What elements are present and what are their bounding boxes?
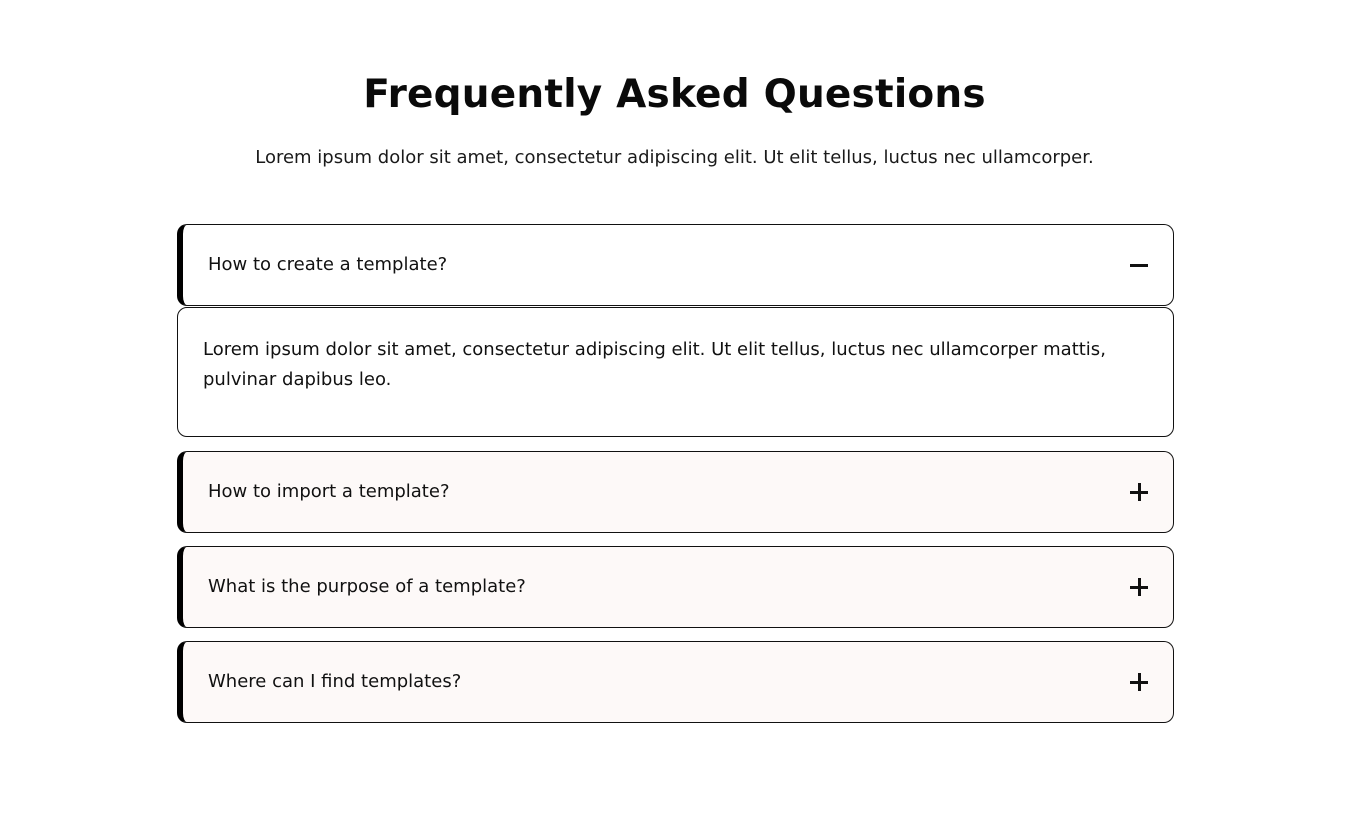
faq-question: How to create a template? [208,254,448,275]
faq-accordion [177,224,1174,723]
faq-item-import-template[interactable] [177,451,1174,533]
faq-item-template-purpose[interactable] [177,546,1174,628]
faq-item-find-templates[interactable] [177,641,1174,723]
page-subtitle: Lorem ipsum dolor sit amet, consectetur adipiscing elit. Ut elit tellus, luctus nec ullamcorper. [255,147,1094,168]
faq-question: Where can I find templates? [208,671,462,692]
plus-icon[interactable] [1129,482,1149,502]
plus-icon[interactable] [1129,577,1149,597]
faq-item-create-template[interactable] [177,224,1174,306]
faq-answer: Lorem ipsum dolor sit amet, consectetur adipiscing elit. Ut elit tellus, luctus nec ullamcorper mattis, pulvinar dapibus leo. [177,307,1174,437]
faq-question: How to import a template? [208,481,450,502]
faq-question: What is the purpose of a template? [208,576,526,597]
page-title: Frequently Asked Questions [363,72,986,117]
minus-icon[interactable] [1129,255,1149,275]
plus-icon[interactable] [1129,672,1149,692]
